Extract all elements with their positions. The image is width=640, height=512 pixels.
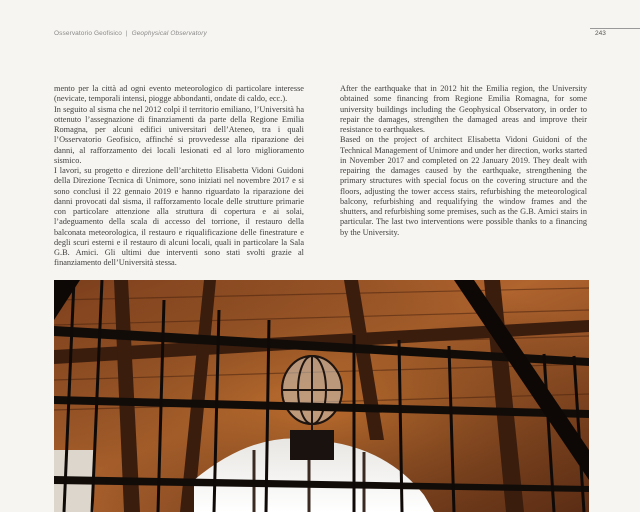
italian-paragraph: I lavori, su progetto e direzione dell’architetto Elisabetta Vidoni Guidoni della Direzione Tecnica di Unimore, sono iniziati nel novembre 2017 e si sono conclusi il 22 gennaio 2019 e hanno riguardato la riparazione dei danni provocati dal sisma, il rafforzamento locale delle strutture primarie con particolare attenzione alla struttura di copertura e ai solai, l’adeguamento della scala di accesso del torrione, il restauro della balconata meteorologica, il restauro e riqualificazione delle finestrature e degli scuri esterni e il restauro di alcuni locali, quali in particolare la Sala G.B. Amici. Gli ultimi due interventi sono stati svolti grazie al finanziamento dell’Università stessa.	[54, 166, 304, 268]
header-title-italian: Osservatorio Geofisico	[54, 30, 122, 37]
header-rule	[590, 28, 640, 29]
page-number: 243	[595, 30, 606, 37]
italian-text-column	[54, 84, 304, 269]
header-title-english: Geophysical Observatory	[131, 30, 207, 37]
italian-paragraph: mento per la città ad ogni evento meteorologico di particolare interesse (nevicate, temporali intensi, piogge abbondanti, ondate di caldo, ecc.).	[54, 84, 304, 104]
english-text-column	[340, 84, 587, 238]
header-separator: |	[125, 30, 128, 37]
photo-illustration	[54, 280, 589, 512]
english-paragraph: Based on the project of architect Elisabetta Vidoni Guidoni of the Technical Management of Unimore and under her direction, works started in November 2017 and completed on 22 January 2019. They dealt with repairing the damages caused by the earthquake, strengthening the primary structures with special focus on the covering structure and the floors, adjusting the tower access stairs, refurbishing the meteorological balcony, refurbishing and requalifying the window frames and the shutters, and refurbishing some premises, such as the G.B. Amici stairs in particular. The last two interventions were possible thanks to a financing by the University.	[340, 135, 587, 237]
observatory-balcony-photo	[54, 280, 589, 512]
italian-paragraph: In seguito al sisma che nel 2012 colpì il territorio emiliano, l’Università ha ottenuto l’assegnazione di finanziamenti da parte della Regione Emilia Romagna, per alcuni edifici universitari dell’Ateneo, tra i quali l’Osservatorio Geofisico, affinché si provvedesse alla riparazione dei danni, al rafforzamento dei locali lesionati ed al loro miglioramento sismico.	[54, 104, 304, 165]
running-header	[54, 30, 207, 37]
english-paragraph: After the earthquake that in 2012 hit the Emilia region, the University obtained some financing from Regione Emilia Romagna, for some university buildings including the Geophysical Observatory, in order to repair the damages, strengthen the damaged areas and improve their resistance to earthquakes.	[340, 84, 587, 134]
